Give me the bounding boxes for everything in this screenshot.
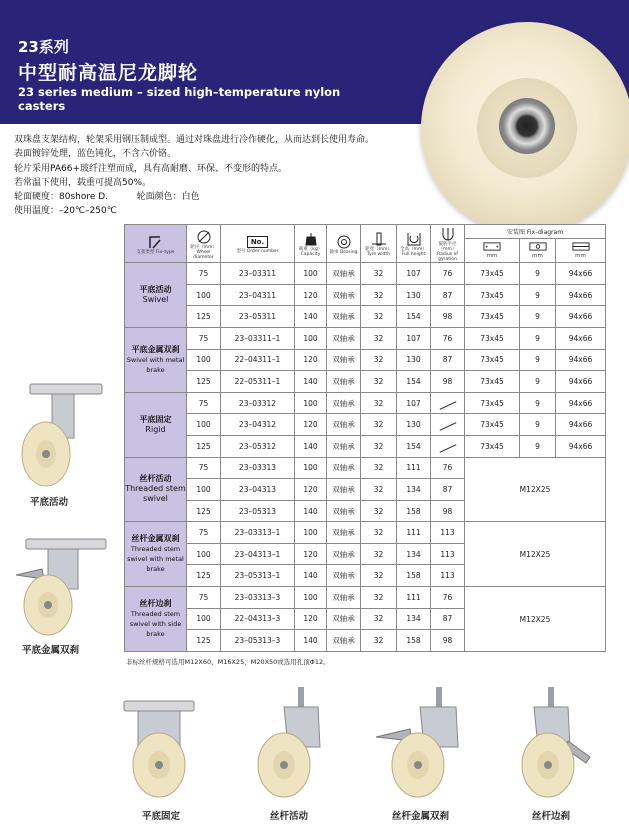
table-cell: 9	[520, 284, 556, 306]
table-row	[125, 327, 606, 349]
table-cell: 23–03311	[221, 263, 295, 285]
table-cell: 32	[361, 479, 397, 501]
product-description	[14, 133, 374, 219]
group-name-cn: 丝杆金属双刹	[131, 534, 180, 544]
table-cell: 154	[397, 371, 431, 393]
table-cell: 125	[187, 435, 221, 457]
table-cell: 94x66	[556, 435, 606, 457]
table-cell: 23–05313	[221, 500, 295, 522]
table-cell: 75	[187, 327, 221, 349]
table-row	[125, 306, 606, 328]
table-cell: 76	[431, 263, 465, 285]
table-cell: 154	[397, 435, 431, 457]
table-cell: 130	[397, 349, 431, 371]
header-order-number: No. 型号 Order number	[221, 225, 295, 263]
table-cell: 75	[187, 263, 221, 285]
table-cell: 94x66	[556, 414, 606, 436]
table-cell: 100	[295, 457, 327, 479]
label-stem-side-brake: 丝杆边刹	[532, 811, 571, 822]
label-stem-brake: 丝杆金属双刹	[392, 811, 450, 822]
desc-line: 表面镀锌处理，蓝色钝化，不含六价铬。	[14, 149, 177, 160]
wheel-bearing	[499, 98, 555, 154]
group-label	[125, 392, 187, 457]
table-cell: 双轴承	[327, 349, 361, 371]
group-label	[125, 522, 187, 587]
desc-line: 若常温下使用，载重可提高50%。	[14, 177, 152, 188]
table-cell: 22–04311–1	[221, 349, 295, 371]
group-name-en: Threaded stem swivel with side brake	[129, 610, 182, 639]
table-cell: 111	[397, 522, 431, 544]
table-cell: 98	[431, 371, 465, 393]
table-cell: 98	[431, 630, 465, 652]
header-radius: 旋转半径 （mm） Radius of gyration	[431, 225, 465, 263]
table-cell: 158	[397, 500, 431, 522]
table-cell: 双轴承	[327, 500, 361, 522]
table-cell: 125	[187, 630, 221, 652]
table-cell: 140	[295, 630, 327, 652]
order-number-icon: No.	[247, 236, 268, 248]
table-cell: 113	[431, 543, 465, 565]
table-cell: 73x45	[465, 435, 520, 457]
table-cell: 32	[361, 457, 397, 479]
stem-size: M12X25	[465, 522, 606, 587]
wheel-photo	[421, 22, 629, 234]
table-row	[125, 414, 606, 436]
stem-size: M12X25	[465, 457, 606, 522]
table-cell: 73x45	[465, 392, 520, 414]
bolt-hole-icon	[529, 242, 547, 251]
table-cell: 32	[361, 565, 397, 587]
table-cell: 125	[187, 306, 221, 328]
table-cell: 73x45	[465, 263, 520, 285]
group-name-cn: 丝杆边刹	[139, 599, 172, 609]
swivel-caster-image	[12, 378, 112, 490]
table-cell: 120	[295, 479, 327, 501]
label-swivel: 平底活动	[30, 497, 69, 508]
table-cell: 98	[431, 500, 465, 522]
label-swivel-brake: 平底金属双刹	[22, 645, 80, 656]
tyre-width-icon	[371, 232, 387, 246]
table-cell: 9	[520, 371, 556, 393]
series-title: 23系列	[18, 38, 69, 56]
label-rigid: 平底固定	[142, 811, 181, 822]
table-cell: 32	[361, 263, 397, 285]
height-icon	[406, 232, 422, 246]
header-bolt-hole: mm	[520, 239, 556, 263]
table-cell: 双轴承	[327, 630, 361, 652]
table-cell: 23–03313–1	[221, 522, 295, 544]
table-cell: 100	[187, 479, 221, 501]
table-cell: 9	[520, 327, 556, 349]
group-name-en: Swivel	[142, 295, 169, 305]
table-cell: 双轴承	[327, 543, 361, 565]
table-cell: 双轴承	[327, 435, 361, 457]
table-cell: 双轴承	[327, 263, 361, 285]
table-cell: 双轴承	[327, 414, 361, 436]
stem-side-brake-caster-image	[510, 685, 596, 801]
table-cell: 94x66	[556, 349, 606, 371]
not-applicable-mark	[439, 401, 456, 410]
header-capacity: 载重（kg） Capacity	[295, 225, 327, 263]
group-name-cn: 平底活动	[139, 285, 172, 295]
table-cell: 87	[431, 479, 465, 501]
table-cell: 73x45	[465, 414, 520, 436]
table-cell: 9	[520, 306, 556, 328]
table-cell: 73x45	[465, 306, 520, 328]
table-cell: 双轴承	[327, 392, 361, 414]
table-cell: 23–05312	[221, 435, 295, 457]
table-cell: 158	[397, 630, 431, 652]
table-cell: 100	[187, 284, 221, 306]
desc-line: 使用温度：–20℃–250℃	[14, 206, 117, 217]
table-cell: 23–03311–1	[221, 327, 295, 349]
table-cell: 100	[187, 349, 221, 371]
table-cell: 113	[431, 522, 465, 544]
table-cell	[431, 414, 465, 436]
table-cell: 94x66	[556, 327, 606, 349]
table-cell: 76	[431, 327, 465, 349]
table-cell: 双轴承	[327, 371, 361, 393]
table-cell: 22–04313–3	[221, 608, 295, 630]
desc-line: 轮片采用PA66+玻纤注塑而成，具有高耐磨、环保、不变形的特点。	[14, 163, 288, 174]
table-cell: 75	[187, 457, 221, 479]
table-cell: 23–04313–1	[221, 543, 295, 565]
table-cell: 76	[431, 457, 465, 479]
table-cell: 32	[361, 435, 397, 457]
table-cell: 75	[187, 522, 221, 544]
table-cell: 100	[295, 263, 327, 285]
table-cell: 134	[397, 543, 431, 565]
stem-note: 非标丝杆规格可选用M12X60、M16X25、M20X50或选用孔顶Φ12。	[126, 658, 330, 666]
table-row	[125, 587, 606, 609]
table-cell: 23–04311	[221, 284, 295, 306]
table-cell: 100	[187, 543, 221, 565]
group-label	[125, 587, 187, 652]
table-cell	[431, 435, 465, 457]
fix-type-icon	[148, 235, 164, 249]
not-applicable-mark	[439, 444, 456, 453]
table-row	[125, 371, 606, 393]
table-cell: 94x66	[556, 263, 606, 285]
group-name-en: Threaded stem swivel with metal brake	[127, 545, 184, 574]
table-cell: 双轴承	[327, 587, 361, 609]
header-hole-spacing: mm	[556, 239, 606, 263]
table-cell: 9	[520, 392, 556, 414]
table-cell: 双轴承	[327, 565, 361, 587]
header-bearing: 轴承 Bearing	[327, 225, 361, 263]
header-full-height: 全高（mm） Full height	[397, 225, 431, 263]
table-cell: 32	[361, 392, 397, 414]
table-cell: 32	[361, 414, 397, 436]
table-cell: 22–05311–1	[221, 371, 295, 393]
group-name-en: Swivel with metal brake	[126, 355, 185, 374]
table-cell: 120	[295, 414, 327, 436]
table-cell: 23–04313	[221, 479, 295, 501]
group-name-cn: 丝杆活动	[139, 474, 172, 484]
table-cell: 73x45	[465, 371, 520, 393]
table-cell: 125	[187, 371, 221, 393]
table-cell: 9	[520, 263, 556, 285]
header-wheel-diameter: 轮径（mm） Wheel diameter	[187, 225, 221, 263]
swivel-radius-icon	[440, 227, 456, 241]
table-row	[125, 392, 606, 414]
table-cell: 23–03312	[221, 392, 295, 414]
table-cell: 130	[397, 284, 431, 306]
swivel-brake-caster-image	[12, 533, 112, 638]
table-cell: 75	[187, 392, 221, 414]
table-cell: 134	[397, 608, 431, 630]
not-applicable-mark	[439, 422, 456, 431]
table-cell: 32	[361, 500, 397, 522]
table-row	[125, 284, 606, 306]
table-cell: 120	[295, 349, 327, 371]
table-cell: 100	[295, 392, 327, 414]
table-cell: 154	[397, 306, 431, 328]
group-label	[125, 327, 187, 392]
table-cell: 94x66	[556, 306, 606, 328]
table-cell: 32	[361, 371, 397, 393]
table-cell: 32	[361, 630, 397, 652]
weight-icon	[303, 232, 319, 246]
group-name-en: Rigid	[145, 424, 166, 434]
table-row	[125, 522, 606, 544]
table-cell: 双轴承	[327, 327, 361, 349]
table-cell: 107	[397, 392, 431, 414]
table-cell: 94x66	[556, 284, 606, 306]
table-cell: 23–05311	[221, 306, 295, 328]
table-cell: 9	[520, 435, 556, 457]
table-cell	[431, 392, 465, 414]
header-fix-diagram: 安装图 Fix–diagram	[465, 225, 606, 239]
table-cell: 双轴承	[327, 522, 361, 544]
table-cell: 158	[397, 565, 431, 587]
group-name-cn: 平底固定	[139, 414, 172, 424]
table-cell: 100	[187, 608, 221, 630]
table-cell: 32	[361, 327, 397, 349]
stem-brake-caster-image	[370, 685, 470, 801]
table-cell: 140	[295, 306, 327, 328]
table-cell: 140	[295, 565, 327, 587]
table-cell: 100	[187, 414, 221, 436]
table-cell: 94x66	[556, 371, 606, 393]
stem-swivel-caster-image	[248, 685, 336, 801]
table-cell: 双轴承	[327, 479, 361, 501]
table-cell: 23–03313–3	[221, 587, 295, 609]
plate-icon	[483, 242, 501, 251]
table-cell: 双轴承	[327, 608, 361, 630]
table-cell: 140	[295, 435, 327, 457]
table-cell: 94x66	[556, 392, 606, 414]
table-row	[125, 263, 606, 285]
stem-size: M12X25	[465, 587, 606, 652]
table-cell: 134	[397, 479, 431, 501]
table-cell: 76	[431, 587, 465, 609]
table-cell: 107	[397, 327, 431, 349]
table-cell: 125	[187, 500, 221, 522]
table-cell: 32	[361, 284, 397, 306]
table-cell: 32	[361, 587, 397, 609]
table-cell: 130	[397, 414, 431, 436]
table-cell: 125	[187, 565, 221, 587]
table-cell: 87	[431, 284, 465, 306]
table-cell: 双轴承	[327, 457, 361, 479]
table-cell: 111	[397, 587, 431, 609]
hole-spacing-icon	[572, 242, 590, 251]
table-cell: 75	[187, 587, 221, 609]
table-cell: 73x45	[465, 349, 520, 371]
group-label	[125, 263, 187, 328]
table-cell: 100	[295, 327, 327, 349]
table-cell: 32	[361, 522, 397, 544]
table-cell: 87	[431, 608, 465, 630]
table-cell: 100	[295, 587, 327, 609]
header-plate-size: mm	[465, 239, 520, 263]
table-cell: 23–03313	[221, 457, 295, 479]
group-label	[125, 457, 187, 522]
table-cell: 双轴承	[327, 306, 361, 328]
label-stem-swivel: 丝杆活动	[270, 811, 309, 822]
desc-line: 轮面硬度：80shore D. 轮面颜色：白色	[14, 192, 200, 203]
group-name-cn: 平底金属双刹	[131, 344, 180, 354]
bearing-icon	[336, 235, 352, 249]
table-cell: 120	[295, 284, 327, 306]
diameter-icon	[196, 230, 212, 244]
header-fix-type: 支架类型 Fix–type	[125, 225, 187, 263]
table-cell: 32	[361, 608, 397, 630]
table-cell: 113	[431, 565, 465, 587]
table-cell: 双轴承	[327, 284, 361, 306]
table-cell: 98	[431, 306, 465, 328]
table-cell: 100	[295, 522, 327, 544]
table-cell: 73x45	[465, 284, 520, 306]
table-cell: 9	[520, 349, 556, 371]
header-tyre-width: 轮宽（mm） Tyre width	[361, 225, 397, 263]
table-cell: 32	[361, 349, 397, 371]
table-cell: 23–04312	[221, 414, 295, 436]
table-cell: 23–05313–1	[221, 565, 295, 587]
table-cell: 23–05313–3	[221, 630, 295, 652]
spec-table	[124, 224, 606, 652]
table-cell: 120	[295, 543, 327, 565]
table-cell: 73x45	[465, 327, 520, 349]
table-cell: 111	[397, 457, 431, 479]
table-cell: 140	[295, 500, 327, 522]
table-cell: 32	[361, 543, 397, 565]
desc-line: 双珠盘支架结构，轮架采用钢压制成型。通过对珠盘进行冷作硬化，从而达到长使用寿命。	[14, 135, 375, 145]
product-title-en: 23 series medium – sized high–temperature nylon casters	[18, 85, 341, 113]
table-cell: 140	[295, 371, 327, 393]
table-cell: 120	[295, 608, 327, 630]
table-row	[125, 457, 606, 479]
group-name-en: Threaded stem swivel	[125, 484, 186, 504]
rigid-caster-image	[120, 697, 198, 801]
product-title-cn: 中型耐高温尼龙脚轮	[18, 62, 199, 84]
table-cell: 107	[397, 263, 431, 285]
table-cell: 32	[361, 306, 397, 328]
table-cell: 87	[431, 349, 465, 371]
table-row	[125, 349, 606, 371]
table-row	[125, 435, 606, 457]
table-cell: 9	[520, 414, 556, 436]
